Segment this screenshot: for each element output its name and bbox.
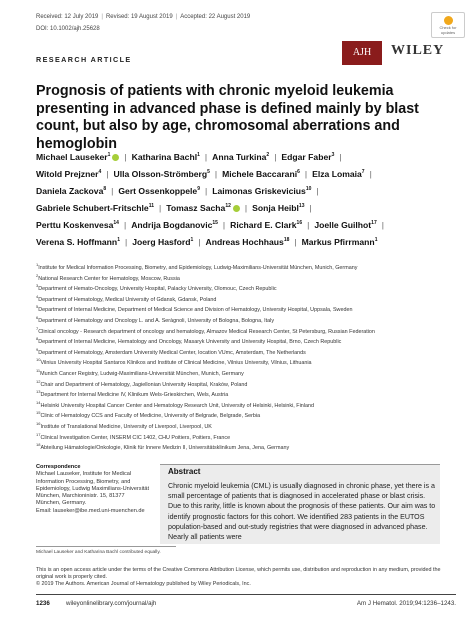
affiliation-ref[interactable]: 13 [298, 202, 305, 209]
affiliation [36, 411, 456, 422]
affiliation-number: 8 [36, 336, 39, 342]
affiliation-number: 5 [36, 304, 39, 310]
author-separator: | [339, 152, 342, 162]
author[interactable] [312, 169, 364, 179]
affiliation-text: Department of Hematology and Oncology L. and A. Seràgnoli, University of Bologna, Bologna, Italy [38, 317, 275, 324]
author-name: Daniela Zackova [36, 185, 104, 196]
affiliation-ref[interactable]: 1 [117, 236, 120, 243]
author[interactable] [114, 169, 210, 179]
author[interactable] [36, 169, 101, 179]
author-name: Anna Turkina [212, 152, 267, 162]
author-separator: | [214, 168, 218, 179]
author-separator: | [244, 202, 248, 213]
author-separator: | [381, 219, 384, 230]
author-name: Markus Pfirrmann [301, 236, 375, 247]
author-name: Elza Lomaia [312, 168, 362, 179]
affiliation-ref[interactable]: 11 [148, 202, 155, 209]
affiliation-text: Clinical oncology - Research department of oncology and hematology, Almazov Medical Research Center, St Petersburg, Russian Federation [38, 328, 375, 335]
author[interactable] [302, 237, 378, 247]
affiliation-text: Department of Internal Medicine, Department of Medical Science and Division of Hematology, University Hospital, Uppsala, Sweden [38, 307, 353, 314]
footnote-divider [36, 546, 176, 547]
author[interactable] [205, 237, 289, 247]
affiliation-ref[interactable]: 1 [190, 236, 194, 243]
affiliation-ref[interactable]: 4 [98, 169, 102, 176]
affiliation-text: Clinic of Hematology CCS and Faculty of Medicine, University of Belgrade, Belgrade, Serbia [40, 413, 261, 420]
affiliation-number: 9 [36, 346, 39, 352]
affiliation-ref[interactable]: 2 [266, 152, 270, 159]
affiliation-number: 16 [36, 421, 41, 427]
accepted-date: Accepted: 22 August 2019 [180, 14, 251, 20]
abstract-heading: Abstract [168, 467, 201, 476]
author-list [36, 149, 456, 250]
correspondence-line: Information Processing, Biometry, and [36, 478, 131, 485]
author-name: Edgar Faber [281, 152, 332, 162]
author[interactable] [212, 152, 269, 162]
affiliation-number: 13 [36, 389, 41, 395]
author-name: Verena S. Hoffmann [36, 236, 118, 247]
author-line [36, 200, 456, 217]
author-separator: | [111, 185, 114, 196]
affiliation-text: Vilnius University Hospital Santaros Klinikos and Institute of Clinical Medicine, Vilnius University, Vilnius, Lithuania [40, 360, 312, 367]
author-separator: | [307, 219, 310, 230]
author-separator: | [369, 168, 372, 179]
article-title: Prognosis of patients with chronic myeloid leukemia presenting in advanced phase is defined mainly by blast count, but also by age, chromosomal aberrations and hemoglobin [36, 83, 419, 152]
affiliation-number: 14 [36, 399, 41, 405]
affiliation [36, 433, 456, 444]
affiliation-number: 11 [36, 368, 41, 374]
check-updates-icon [444, 16, 453, 25]
author[interactable] [132, 152, 200, 162]
author-separator: | [316, 185, 319, 196]
revised-date: Revised: 19 August 2019 [105, 14, 173, 20]
author-name: Perttu Koskenvesa [36, 219, 114, 230]
author[interactable] [314, 220, 376, 230]
author-name: Gert Ossenkoppele [118, 185, 198, 196]
affiliation-ref[interactable]: 1 [197, 152, 200, 159]
affiliation-ref[interactable]: 3 [331, 152, 335, 159]
affiliation-ref[interactable]: 1 [374, 236, 378, 243]
author-name: Andreas Hochhaus [205, 236, 284, 247]
affiliation-text: Clinical Investigation Center, INSERM CIC 1402, CHU Poitiers, Poitiers, France [40, 434, 231, 441]
equal-contribution-note: Michael Lauseker and Katharina Bachl contributed equally. [36, 550, 161, 555]
affiliation [36, 327, 456, 338]
author-name: Gabriele Schubert-Fritschle [36, 202, 149, 213]
affiliation-ref[interactable]: 15 [212, 219, 218, 226]
author-name: Andrija Bogdanovic [131, 219, 213, 230]
affiliation [36, 443, 456, 454]
correspondence-line: Michael Lauseker, Institute for Medical [36, 471, 132, 478]
affiliation-text: Department for Internal Medicine IV, Klinikum Wels-Grieskirchen, Wels, Austria [40, 392, 229, 399]
author-line [36, 234, 456, 251]
author-line [36, 149, 456, 166]
affiliation-number: 2 [36, 272, 39, 278]
license-note [36, 567, 456, 588]
affiliation-number: 7 [36, 325, 39, 331]
author-line [36, 166, 456, 183]
correspondence [36, 464, 151, 515]
affiliation [36, 401, 456, 412]
author[interactable] [166, 203, 240, 213]
affiliation [36, 380, 456, 391]
affiliation-number: 4 [36, 293, 39, 299]
author[interactable] [132, 237, 193, 247]
affiliation-number: 18 [36, 442, 41, 448]
affiliation-ref[interactable]: 8 [103, 185, 107, 192]
affiliation-ref[interactable]: 5 [207, 169, 210, 176]
article-type: RESEARCH ARTICLE [36, 55, 132, 64]
affiliation-ref[interactable]: 7 [361, 169, 365, 176]
journal-url[interactable]: wileyonlinelibrary.com/journal/ajh [66, 600, 157, 607]
affiliation-number: 6 [36, 315, 39, 321]
affiliation-number: 12 [36, 378, 41, 384]
author[interactable] [131, 220, 218, 230]
author-name: Witold Prejzner [36, 168, 99, 179]
affiliation-text: Department of Hematology, Amsterdam University Medical Center, location VUmc, Amsterdam, The Netherlands [38, 349, 306, 356]
affiliation [36, 295, 456, 306]
affiliation-text: Abteilung Hämatologie/Onkologie, Klinik für Innere Medizin II, Universitätsklinikum Jena, Jena, Germany [40, 445, 290, 452]
author-separator: | [274, 152, 277, 162]
author-separator: | [309, 202, 312, 213]
abstract-text: Chronic myeloid leukemia (CML) is usually diagnosed in chronic phase, yet there is a small percentage of patients that is diagnosed in accelerated phase or blast crisis. Due to this rarity, little is known about the prognosis of these patients. Our aim was to identify prognostic factors for this cohort. We identified 283 patients in the EUTOS population-based and out-study registries that were diagnosed in advanced phase. Nearly all patients were [168, 482, 436, 542]
correspondence-label: Correspondence [36, 464, 81, 470]
author[interactable] [36, 203, 154, 213]
footer-divider [36, 594, 456, 595]
author-separator: | [294, 236, 297, 247]
license-text: This is an open access article under the terms of the Creative Commons Attribution License, which permits use, distribution and reproduction in any medium, provided the original work is properly cited. [36, 567, 441, 581]
affiliation [36, 390, 456, 401]
affiliation [36, 274, 456, 285]
author-name: Laimonas Griskevicius [212, 185, 306, 196]
affiliation-number: 1 [36, 262, 39, 268]
author-name: Joelle Guilhot [314, 219, 372, 230]
correspondence-line: München, Germany. [36, 500, 87, 507]
check-updates-label: Check for updates [439, 25, 457, 35]
author-separator: | [124, 236, 128, 247]
author-name: Sonja Heibl [252, 202, 299, 213]
affiliation-number: 10 [36, 357, 41, 363]
affiliation-ref[interactable]: 17 [371, 219, 377, 226]
author-line [36, 183, 456, 200]
publisher-logo: WILEY [391, 43, 445, 58]
author[interactable] [222, 169, 300, 179]
author[interactable] [252, 203, 304, 213]
affiliation-text: Department of Hemato-Oncology, University Hospital, Palacky University, Olomouc, Czech Republic [38, 286, 277, 293]
author-separator: | [222, 219, 226, 230]
affiliation-text: National Research Center for Hematology, Moscow, Russia [38, 275, 180, 282]
author-separator: | [304, 168, 308, 179]
affiliation-number: 17 [36, 431, 41, 437]
affiliation-number: 15 [36, 410, 41, 416]
affiliation-ref[interactable]: 12 [225, 202, 231, 209]
affiliation-ref[interactable]: 1 [107, 152, 111, 159]
author-separator: | [123, 219, 127, 230]
affiliation [36, 358, 456, 369]
affiliation-text: Munich Cancer Registry, Ludwig-Maximilians-Universität München, Munich, Germany [40, 370, 244, 377]
affiliation-ref[interactable]: 6 [297, 169, 300, 176]
affiliation [36, 348, 456, 359]
author-name: Michael Lauseker [36, 152, 108, 162]
orcid-icon[interactable] [112, 154, 119, 161]
orcid-icon[interactable] [233, 205, 240, 212]
article-dates: Received: 12 July 2019 | Revised: 19 August 2019 | Accepted: 22 August 2019 [36, 14, 251, 20]
affiliation [36, 316, 456, 327]
author[interactable] [36, 220, 119, 230]
check-updates-button[interactable] [431, 12, 465, 38]
citation: Am J Hematol. 2019;94:1236–1243. [356, 600, 456, 607]
affiliation-ref[interactable]: 16 [296, 219, 303, 226]
author-name: Tomasz Sacha [166, 202, 226, 213]
author-name: Michele Baccarani [222, 168, 298, 179]
author-separator: | [204, 152, 208, 162]
affiliation-ref[interactable]: 10 [305, 185, 312, 192]
affiliation-ref[interactable]: 14 [113, 219, 119, 226]
author-name: Joerg Hasford [132, 236, 191, 247]
author-name: Ulla Olsson-Strömberg [113, 168, 208, 179]
affiliation-number: 3 [36, 283, 39, 289]
affiliation-text: Institute for Medical Information Processing, Biometry, and Epidemiology, Ludwig-Maximilians-Universität München, Munich, Germany [38, 265, 358, 271]
author-separator: | [159, 202, 162, 213]
author[interactable] [36, 237, 120, 247]
affiliation-text: Chair and Department of Hematology, Jagiellonian University Hospital, Kraków, Poland [40, 381, 248, 388]
correspondence-email[interactable]: Email: lauseker@ibe.med.uni-muenchen.de [36, 507, 145, 514]
author-name: Katharina Bachl [131, 152, 198, 162]
author-name: Richard E. Clark [230, 219, 297, 230]
affiliation-ref[interactable]: 18 [283, 236, 290, 243]
affiliation [36, 369, 456, 380]
affiliation-text: Institute of Translational Medicine, University of Liverpool, Liverpool, UK [40, 423, 212, 430]
copyright-text: © 2019 The Authors. American Journal of Hematology published by Wiley Periodicals, Inc. [36, 581, 251, 588]
affiliation-text: Helsinki University Hospital Cancer Center and Hematology Research Unit, University of Helsinki, Helsinki, Finland [40, 402, 314, 409]
author-separator: | [124, 152, 127, 162]
author[interactable] [118, 186, 200, 196]
affiliation-ref[interactable]: 9 [197, 185, 200, 192]
affiliation [36, 263, 456, 274]
author-separator: | [204, 185, 208, 196]
doi[interactable]: DOI: 10.1002/ajh.25628 [36, 26, 100, 32]
author[interactable] [212, 186, 311, 196]
correspondence-line: Epidemiology, Ludwig Maximilians-Universität [36, 485, 150, 492]
author[interactable] [36, 152, 119, 162]
author[interactable] [36, 186, 106, 196]
affiliation-text: Department of Internal Medicine, Hematology and Oncology, Masaryk University and University Hospital, Brno, Czech Republic [38, 339, 342, 346]
correspondence-line: München, Marchioninistr. 15, 81377 [36, 493, 125, 500]
affiliation [36, 422, 456, 433]
author-line [36, 217, 456, 234]
page-number: 1236 [36, 600, 50, 607]
author-separator: | [106, 168, 109, 179]
author[interactable] [230, 220, 302, 230]
affiliations [36, 263, 456, 454]
affiliation [36, 284, 456, 295]
received-date: Received: 12 July 2019 [36, 14, 99, 20]
journal-logo: AJH [342, 41, 382, 65]
author[interactable] [281, 152, 334, 162]
affiliation [36, 305, 456, 316]
affiliation [36, 337, 456, 348]
author-separator: | [198, 236, 201, 247]
affiliation-text: Department of Hematology, Medical University of Gdansk, Gdansk, Poland [38, 296, 217, 303]
